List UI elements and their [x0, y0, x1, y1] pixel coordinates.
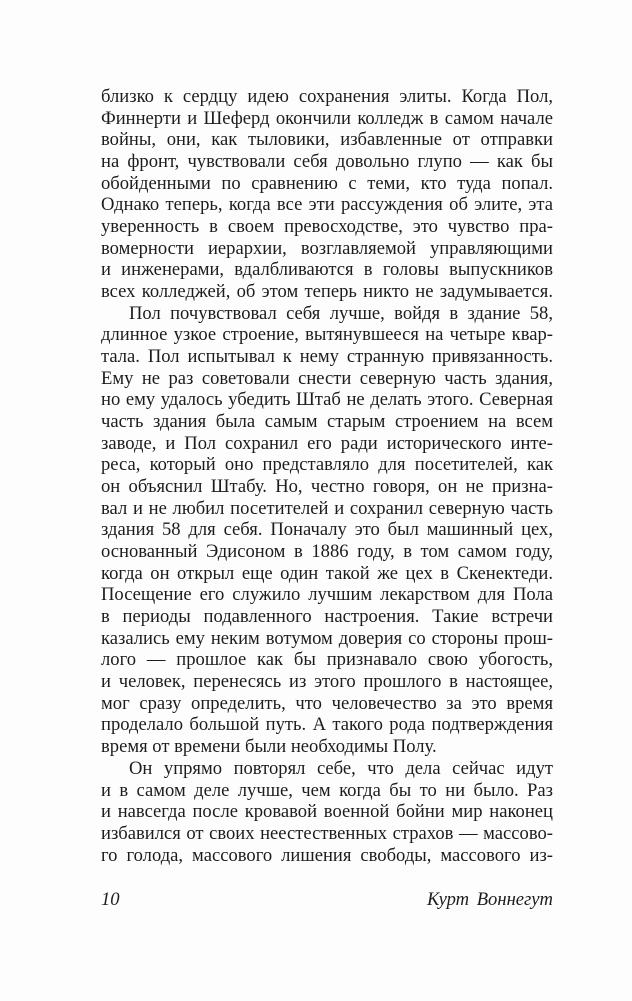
text-line: в периоды подавленного настроения. Такие встречи — [101, 606, 553, 628]
text-line: обойденными по сравнению с теми, кто туда попал. — [101, 172, 553, 194]
text-line: когда он открыл еще один такой же цех в Скенектеди. — [101, 562, 553, 584]
text-line: заводе, и Пол сохранил его ради исторического инте- — [101, 432, 553, 454]
text-line: здания 58 для себя. Поначалу это был машинный цех, — [101, 519, 553, 541]
text-line: основанный Эдисоном в 1886 году, в том самом году, — [101, 541, 553, 563]
text-line: Ему не раз советовали снести северную часть здания, — [101, 367, 553, 389]
text-line: всех колледжей, об этом теперь никто не задумывается. — [101, 281, 553, 303]
text-line: Финнерти и Шеферд окончили колледж в самом начале — [101, 107, 553, 129]
text-line: на фронт, чувствовали себя довольно глупо — как бы — [101, 151, 553, 173]
text-line: но ему удалось убедить Штаб не делать этого. Северная — [101, 389, 553, 411]
text-line: тала. Пол испытывал к нему странную привязанность. — [101, 346, 553, 368]
text-line: войны, они, как тыловики, избавленные от отправки — [101, 129, 553, 151]
text-line: Однако теперь, когда все эти рассуждения об элите, эта — [101, 194, 553, 216]
text-line: реса, который оно представляло для посетителей, как — [101, 454, 553, 476]
page-number: 10 — [101, 889, 120, 910]
text-line: и человек, перенесясь из этого прошлого в настоящее, — [101, 671, 553, 693]
text-line: он объяснил Штабу. Но, честно говоря, он не призна- — [101, 476, 553, 498]
body-text — [101, 86, 553, 866]
text-line: и навсегда после кровавой военной бойни мир наконец — [101, 801, 553, 823]
paragraph — [101, 758, 553, 866]
text-line: казались ему неким вотумом доверия со стороны прош- — [101, 627, 553, 649]
text-line: Посещение его служило лучшим лекарством для Пола — [101, 584, 553, 606]
paragraph — [101, 303, 553, 758]
page-footer — [101, 889, 553, 911]
text-line: мог сразу определить, что человечество за это время — [101, 692, 553, 714]
text-line: уверенность в своем превосходстве, это чувство пра- — [101, 216, 553, 238]
text-line: го голода, массового лишения свободы, массового из- — [101, 844, 553, 866]
text-line: лого — прошлое как бы признавало свою убогость, — [101, 649, 553, 671]
text-line: проделало большой путь. А такого рода подтверждения — [101, 714, 553, 736]
text-line: вомерности иерархии, возглавляемой управляющими — [101, 237, 553, 259]
text-line: время от времени были необходимы Полу. — [101, 736, 437, 758]
text-line: длинное узкое строение, вытянувшееся на четыре квар- — [101, 324, 553, 346]
text-line: и инженерами, вдалбливаются в головы выпускников — [101, 259, 553, 281]
text-line: Пол почувствовал себя лучше, войдя в здание 58, — [129, 302, 553, 324]
text-line: близко к сердцу идею сохранения элиты. Когда Пол, — [101, 86, 553, 107]
text-line: Он упрямо повторял себе, что дела сейчас идут — [129, 757, 553, 779]
paragraph — [101, 86, 553, 303]
text-line: вал и не любил посетителей и сохранил северную часть — [101, 497, 553, 519]
text-line: и в самом деле лучше, чем когда бы то ни было. Раз — [101, 779, 553, 801]
text-line: избавился от своих неестественных страхов — массово- — [101, 822, 553, 844]
running-author: Курт Воннегут — [427, 889, 553, 910]
text-line: часть здания была самым старым строением на всем — [101, 411, 553, 433]
